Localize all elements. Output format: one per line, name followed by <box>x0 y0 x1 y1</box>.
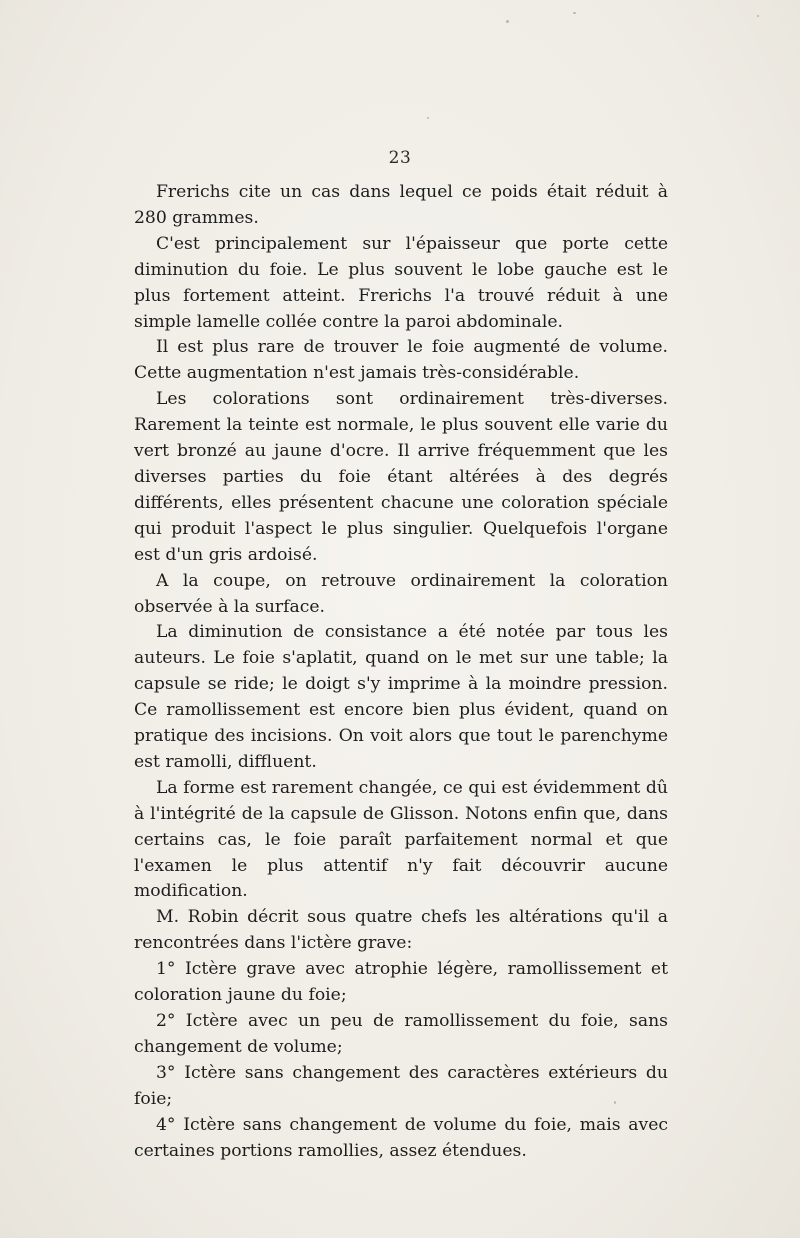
page-number: 23 <box>388 148 412 168</box>
paper-speck <box>506 20 509 23</box>
paragraph-consistency: La diminution de consistance a été notée par tous les auteurs. Le foie s'aplatit, quand on le met sur une table; la capsule se ride; le doigt s'y imprime à la moindre pression. Ce ramollissement est encore bien plus évident, quand on pratique des incisions. On voit alors que tout le parenchyme est ramolli, diffluent. <box>134 622 668 772</box>
paper-speck <box>757 15 759 17</box>
list-item: 2° Ictère avec un peu de ramollissement du foie, sans changement de volume; <box>134 1011 668 1057</box>
paper-speck <box>573 12 576 14</box>
paragraph-enlarged: Il est plus rare de trouver le foie augmenté de volume. Cette augmentation n'est jamais très-considérable. <box>134 337 668 384</box>
paragraph-robin: M. Robin décrit sous quatre chefs les altérations qu'il a rencontrées dans l'ictère grave: <box>134 907 668 954</box>
paragraph-shape: La forme est rarement changée, ce qui est évidemment dû à l'intégrité de la capsule de Glisson. Notons enfin que, dans certains cas, le foie paraît parfaitement normal et que l'examen le plus attentif n'y fait découvrir aucune modification. <box>134 777 668 902</box>
paragraph-thickness: C'est principalement sur l'épaisseur que porte cette diminution du foie. Le plus souvent le lobe gauche est le plus fortement atteint. Frerichs l'a trouvé réduit à une simple lamelle collée contre la paroi abdominale. <box>134 233 668 332</box>
body-text <box>134 180 668 1164</box>
paragraph-colorations: Les colorations sont ordinairement très-diverses. Rarement la teinte est normale, le plus souvent elle varie du vert bronzé au jaune d'ocre. Il arrive fréquemment que les diverses parties du foie étant altérées à des degrés différents, elles présentent chacune une coloration spéciale qui produit l'aspect le plus singulier. Quelquefois l'organe est d'un gris ardoisé. <box>134 389 668 565</box>
list-item: 4° Ictère sans changement de volume du foie, mais avec certaines portions ramollies, assez étendues. <box>134 1114 668 1161</box>
list-item: 1° Ictère grave avec atrophie légère, ramollissement et coloration jaune du foie; <box>134 959 668 1006</box>
paper-speck <box>427 117 429 119</box>
paragraph-section-cut: A la coupe, on retrouve ordinairement la coloration observée à la surface. <box>134 570 668 617</box>
list-item: 3° Ictère sans changement des caractères extérieurs du foie; <box>134 1062 668 1109</box>
paragraph-frerichs-280g: Frerichs cite un cas dans lequel ce poids était réduit à 280 grammes. <box>134 182 668 228</box>
paper-speck <box>614 1101 616 1104</box>
